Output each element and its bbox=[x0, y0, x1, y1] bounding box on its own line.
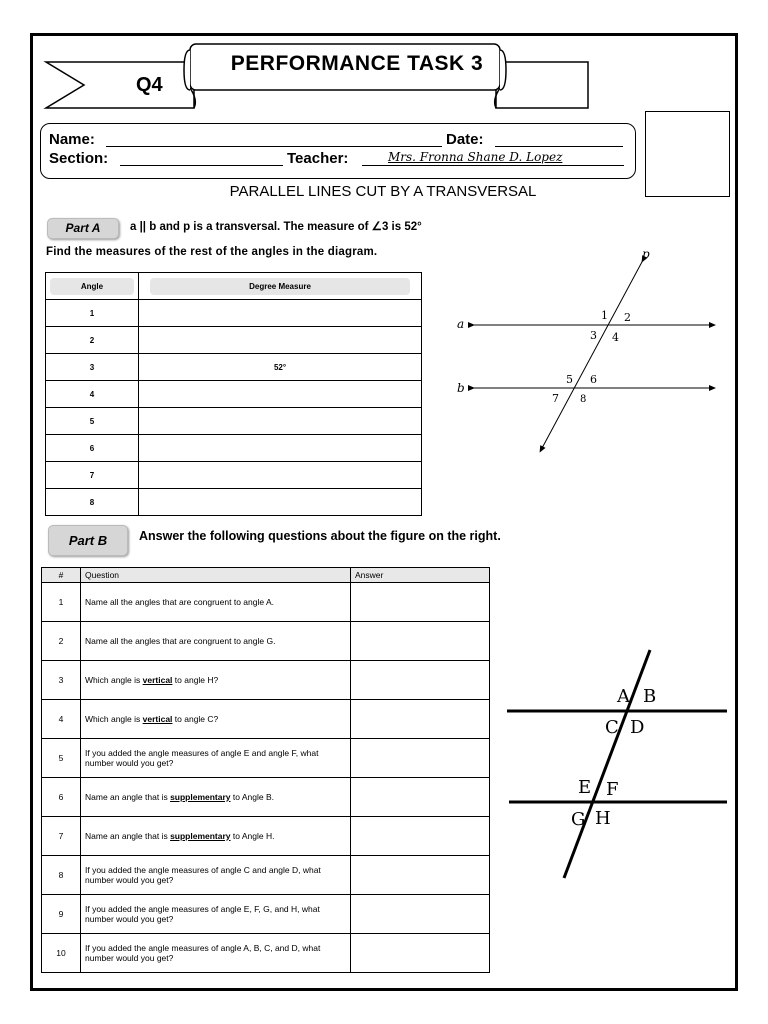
angle-3-label: 3 bbox=[590, 329, 597, 342]
parallel-lines-diagram-b bbox=[505, 645, 730, 885]
table-row bbox=[42, 583, 490, 622]
angle-cell: 8 bbox=[46, 489, 139, 516]
measure-cell[interactable] bbox=[139, 489, 422, 516]
table-row bbox=[46, 435, 422, 462]
table-row bbox=[42, 895, 490, 934]
answer-cell[interactable] bbox=[351, 661, 490, 700]
question-num: 5 bbox=[42, 739, 81, 778]
parallel-lines-diagram-a bbox=[450, 245, 730, 460]
name-field[interactable] bbox=[106, 146, 442, 147]
question-num: 10 bbox=[42, 934, 81, 973]
measure-cell[interactable] bbox=[139, 462, 422, 489]
teacher-label: Teacher: bbox=[287, 150, 349, 167]
angle-5-label: 5 bbox=[566, 373, 573, 386]
measure-cell[interactable] bbox=[139, 381, 422, 408]
angle-table bbox=[45, 272, 422, 516]
label-p: p bbox=[642, 247, 650, 261]
measure-cell[interactable] bbox=[139, 408, 422, 435]
part-b-instruction: Answer the following questions about the figure on the right. bbox=[139, 529, 501, 543]
question-num: 9 bbox=[42, 895, 81, 934]
answer-cell[interactable] bbox=[351, 817, 490, 856]
answer-cell[interactable] bbox=[351, 934, 490, 973]
question-text: If you added the angle measures of angle E and angle F, what number would you get? bbox=[81, 739, 351, 778]
label-E: E bbox=[578, 777, 592, 798]
angle-7-label: 7 bbox=[552, 392, 559, 405]
label-H: H bbox=[595, 808, 611, 829]
table-row bbox=[42, 856, 490, 895]
table-row bbox=[42, 817, 490, 856]
part-b-button: Part B bbox=[48, 525, 128, 556]
angle-cell: 1 bbox=[46, 300, 139, 327]
question-text: If you added the angle measures of angle E, F, G, and H, what number would you get? bbox=[81, 895, 351, 934]
label-C: C bbox=[605, 717, 619, 738]
section-label: Section: bbox=[49, 150, 109, 167]
section-field[interactable] bbox=[120, 165, 283, 166]
question-num: 3 bbox=[42, 661, 81, 700]
question-text: Name all the angles that are congruent to angle A. bbox=[81, 583, 351, 622]
angle-4-label: 4 bbox=[612, 331, 619, 344]
table-row bbox=[42, 661, 490, 700]
question-num: 4 bbox=[42, 700, 81, 739]
question-text: Name an angle that is supplementary to Angle H. bbox=[81, 817, 351, 856]
answer-cell[interactable] bbox=[351, 583, 490, 622]
answer-cell[interactable] bbox=[351, 895, 490, 934]
label-G: G bbox=[571, 809, 586, 830]
teacher-name: Mrs. Fronna Shane D. Lopez bbox=[388, 150, 563, 164]
answer-header: Answer bbox=[351, 568, 490, 583]
table-row bbox=[42, 934, 490, 973]
table-row bbox=[46, 462, 422, 489]
angle-cell: 5 bbox=[46, 408, 139, 435]
question-text: If you added the angle measures of angle C and angle D, what number would you get? bbox=[81, 856, 351, 895]
name-label: Name: bbox=[49, 131, 95, 148]
answer-cell[interactable] bbox=[351, 778, 490, 817]
question-text: Name all the angles that are congruent to angle G. bbox=[81, 622, 351, 661]
question-text: Which angle is vertical to angle H? bbox=[81, 661, 351, 700]
date-label: Date: bbox=[446, 131, 484, 148]
angle-cell: 7 bbox=[46, 462, 139, 489]
question-num: 2 bbox=[42, 622, 81, 661]
angle-1-label: 1 bbox=[601, 309, 608, 322]
table-row bbox=[46, 381, 422, 408]
measure-cell[interactable]: 52° bbox=[139, 354, 422, 381]
table-row bbox=[42, 622, 490, 661]
question-num: 1 bbox=[42, 583, 81, 622]
question-text: If you added the angle measures of angle A, B, C, and D, what number would you get? bbox=[81, 934, 351, 973]
score-box bbox=[645, 111, 730, 197]
question-num: 7 bbox=[42, 817, 81, 856]
answer-cell[interactable] bbox=[351, 622, 490, 661]
table-row bbox=[46, 489, 422, 516]
page-title: PERFORMANCE TASK 3 bbox=[230, 52, 484, 75]
angle-cell: 6 bbox=[46, 435, 139, 462]
quarter-label: Q4 bbox=[136, 74, 163, 96]
part-a-button: Part A bbox=[47, 218, 119, 239]
angle-cell: 3 bbox=[46, 354, 139, 381]
measure-cell[interactable] bbox=[139, 327, 422, 354]
label-B: B bbox=[643, 686, 657, 707]
questions-table bbox=[41, 567, 490, 973]
angle-8-label: 8 bbox=[580, 394, 587, 405]
table-row bbox=[46, 327, 422, 354]
angle-header-cell: Angle bbox=[46, 273, 139, 300]
angle-6-label: 6 bbox=[590, 373, 597, 386]
angle-2-label: 2 bbox=[624, 311, 631, 324]
label-D: D bbox=[630, 717, 645, 738]
degree-header-cell: Degree Measure bbox=[139, 273, 422, 300]
line-p bbox=[541, 260, 643, 450]
answer-cell[interactable] bbox=[351, 856, 490, 895]
label-F: F bbox=[606, 779, 619, 800]
question-header: Question bbox=[81, 568, 351, 583]
worksheet-subtitle: PARALLEL LINES CUT BY A TRANSVERSAL bbox=[229, 183, 537, 200]
transversal-line bbox=[564, 650, 650, 878]
teacher-field bbox=[362, 165, 624, 166]
date-field[interactable] bbox=[495, 146, 623, 147]
angle-table-header bbox=[46, 273, 422, 300]
label-b: b bbox=[457, 381, 465, 395]
table-row bbox=[42, 700, 490, 739]
part-a-instruction: Find the measures of the rest of the angles in the diagram. bbox=[46, 246, 378, 258]
measure-cell[interactable] bbox=[139, 300, 422, 327]
answer-cell[interactable] bbox=[351, 739, 490, 778]
question-num: 6 bbox=[42, 778, 81, 817]
table-row bbox=[46, 300, 422, 327]
questions-table-header bbox=[42, 568, 490, 583]
angle-cell: 2 bbox=[46, 327, 139, 354]
question-num: 8 bbox=[42, 856, 81, 895]
table-row bbox=[42, 739, 490, 778]
measure-cell[interactable] bbox=[139, 435, 422, 462]
answer-cell[interactable] bbox=[351, 700, 490, 739]
question-text: Which angle is vertical to angle C? bbox=[81, 700, 351, 739]
question-text: Name an angle that is supplementary to Angle B. bbox=[81, 778, 351, 817]
table-row bbox=[42, 778, 490, 817]
table-row bbox=[46, 408, 422, 435]
table-row bbox=[46, 354, 422, 381]
part-a-statement: a || b and p is a transversal. The measure of ∠3 is 52° bbox=[130, 221, 422, 233]
angle-cell: 4 bbox=[46, 381, 139, 408]
num-header: # bbox=[42, 568, 81, 583]
label-a: a bbox=[457, 317, 465, 331]
label-A: A bbox=[617, 686, 630, 707]
